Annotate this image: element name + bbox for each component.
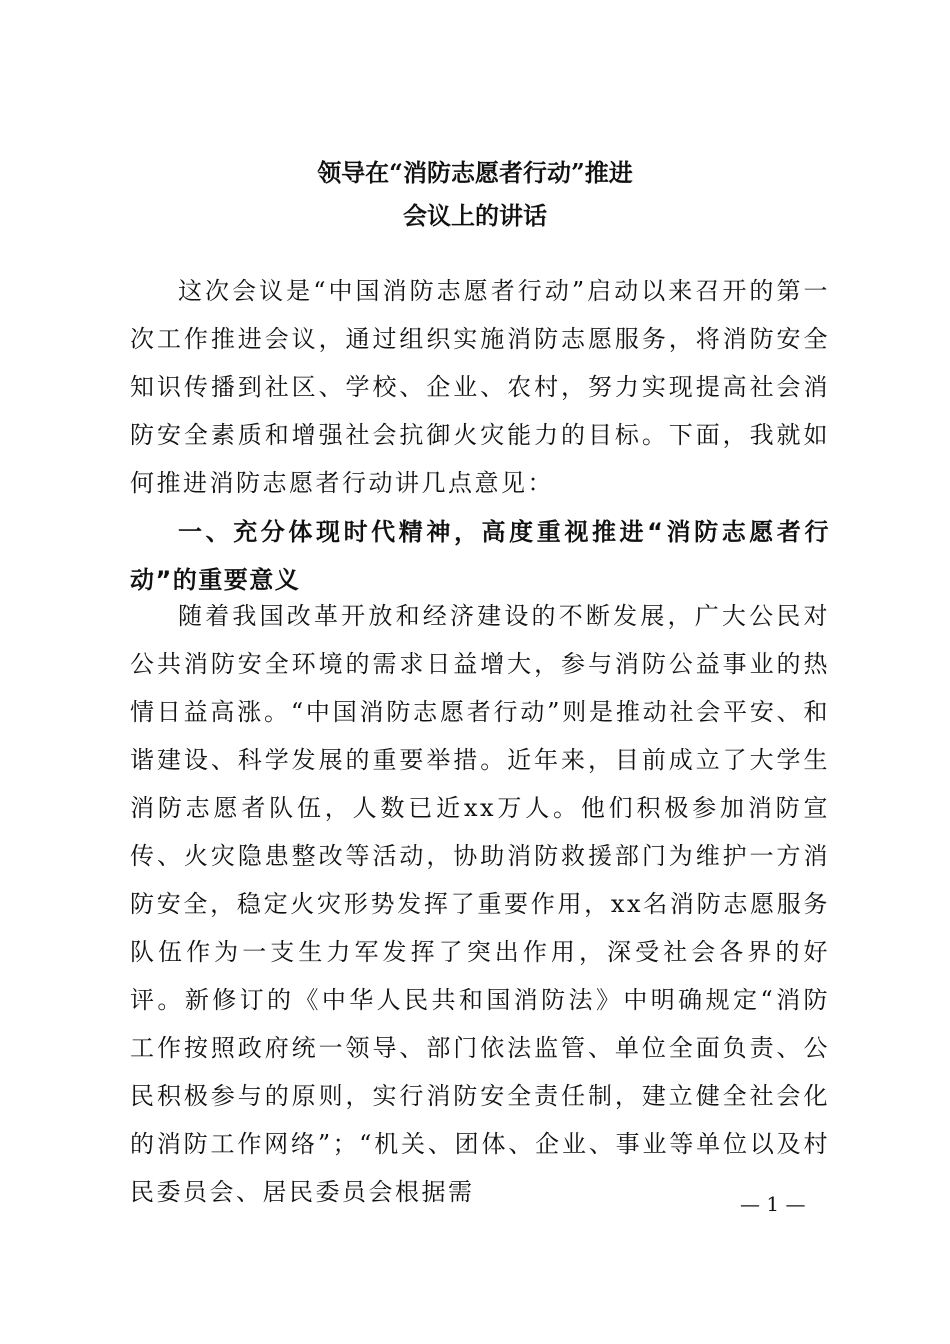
intro-paragraph: 这次会议是“中国消防志愿者行动”启动以来召开的第一次工作推进会议，通过组织实施消防志愿服务，将消防安全知识传播到社区、学校、企业、农村，努力实现提高社会消防安全素质和增强社会抗御火灾能力的目标。下面，我就如何推进消防志愿者行动讲几点意见： — [130, 277, 830, 497]
section-1-paragraph: 随着我国改革开放和经济建设的不断发展，广大公民对公共消防安全环境的需求日益增大，参与消防公益事业的热情日益高涨。“中国消防志愿者行动”则是推动社会平安、和谐建设、科学发展的重要举措。近年来，目前成立了大学生消防志愿者队伍，人数已近xx万人。他们积极参加消防宣传、火灾隐患整改等活动，协助消防救援部门为维护一方消防安全，稳定火灾形势发挥了重要作用，xx名消防志愿服务队伍作为一支生力军发挥了突出作用，深受社会各界的好评。新修订的《中华人民共和国消防法》中明确规定“消防工作按照政府统一领导、部门依法监管、单位全面负责、公民积极参与的原则，实行消防安全责任制，建立健全社会化的消防工作网络”；“机关、团体、企业、事业等单位以及村民委员会、居民委员会根据需 — [130, 602, 830, 1206]
document-title-line-1: 领导在“消防志愿者行动”推进 — [317, 158, 633, 187]
document-title-line-2: 会议上的讲话 — [403, 201, 547, 230]
section-heading-1: 一、充分体现时代精神，高度重视推进“消防志愿者行动”的重要意义 — [130, 518, 830, 594]
page-number: — 1 — — [740, 1192, 806, 1216]
